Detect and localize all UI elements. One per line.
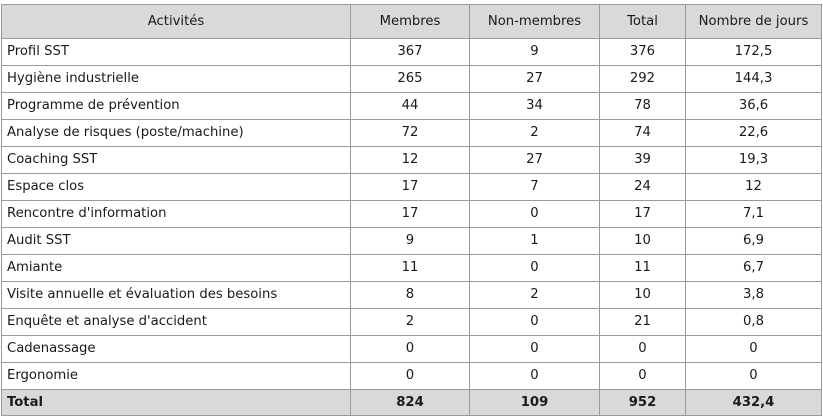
total-cell: 10 (600, 282, 686, 309)
activities-table (1, 4, 822, 416)
activity-cell: Audit SST (2, 228, 351, 255)
nombre-de-jours-cell: 172,5 (686, 39, 822, 66)
nombre-de-jours-cell: 0 (686, 336, 822, 363)
total-cell: 10 (600, 228, 686, 255)
activity-cell: Ergonomie (2, 363, 351, 390)
membres-cell: 17 (351, 174, 470, 201)
nombre-de-jours-cell: 12 (686, 174, 822, 201)
column-header-non-membres: Non-membres (470, 5, 600, 39)
table-row (2, 309, 822, 336)
nombre-de-jours-cell: 3,8 (686, 282, 822, 309)
total-cell: 21 (600, 309, 686, 336)
table-row (2, 363, 822, 390)
table-row (2, 228, 822, 255)
activity-cell: Cadenassage (2, 336, 351, 363)
nombre-de-jours-cell: 6,7 (686, 255, 822, 282)
activity-cell: Visite annuelle et évaluation des besoins (2, 282, 351, 309)
activity-cell: Programme de prévention (2, 93, 351, 120)
non-membres-cell: 7 (470, 174, 600, 201)
activity-cell: Espace clos (2, 174, 351, 201)
non-membres-cell: 0 (470, 201, 600, 228)
total-cell: 0 (600, 363, 686, 390)
total-row (2, 390, 822, 416)
nombre-de-jours-cell: 0 (686, 363, 822, 390)
membres-cell: 44 (351, 93, 470, 120)
membres-cell: 367 (351, 39, 470, 66)
membres-cell: 265 (351, 66, 470, 93)
activity-cell: Coaching SST (2, 147, 351, 174)
table-body (2, 39, 822, 390)
total-cell: 24 (600, 174, 686, 201)
total-cell: 17 (600, 201, 686, 228)
total-cell: 376 (600, 39, 686, 66)
table-row (2, 174, 822, 201)
total-cell: 78 (600, 93, 686, 120)
activity-cell: Enquête et analyse d'accident (2, 309, 351, 336)
membres-cell: 0 (351, 363, 470, 390)
total-cell: 11 (600, 255, 686, 282)
non-membres-cell: 0 (470, 255, 600, 282)
table-row (2, 66, 822, 93)
table-row (2, 39, 822, 66)
table-row (2, 336, 822, 363)
total-cell: 39 (600, 147, 686, 174)
nombre-de-jours-cell: 144,3 (686, 66, 822, 93)
total-membres: 824 (351, 390, 470, 416)
non-membres-cell: 9 (470, 39, 600, 66)
total-nombre-de-jours: 432,4 (686, 390, 822, 416)
column-header-activites: Activités (2, 5, 351, 39)
nombre-de-jours-cell: 0,8 (686, 309, 822, 336)
non-membres-cell: 27 (470, 147, 600, 174)
membres-cell: 11 (351, 255, 470, 282)
non-membres-cell: 0 (470, 363, 600, 390)
total-cell: 74 (600, 120, 686, 147)
non-membres-cell: 0 (470, 336, 600, 363)
membres-cell: 72 (351, 120, 470, 147)
non-membres-cell: 0 (470, 309, 600, 336)
nombre-de-jours-cell: 6,9 (686, 228, 822, 255)
nombre-de-jours-cell: 22,6 (686, 120, 822, 147)
total-total: 952 (600, 390, 686, 416)
membres-cell: 17 (351, 201, 470, 228)
activity-cell: Amiante (2, 255, 351, 282)
table-row (2, 120, 822, 147)
total-cell: 292 (600, 66, 686, 93)
column-header-membres: Membres (351, 5, 470, 39)
column-header-total: Total (600, 5, 686, 39)
non-membres-cell: 34 (470, 93, 600, 120)
non-membres-cell: 2 (470, 120, 600, 147)
table-row (2, 201, 822, 228)
table-row (2, 93, 822, 120)
table-row (2, 147, 822, 174)
nombre-de-jours-cell: 19,3 (686, 147, 822, 174)
activity-cell: Profil SST (2, 39, 351, 66)
header-row (2, 5, 822, 39)
non-membres-cell: 1 (470, 228, 600, 255)
membres-cell: 0 (351, 336, 470, 363)
total-cell: 0 (600, 336, 686, 363)
table-row (2, 282, 822, 309)
column-header-nombre-de-jours: Nombre de jours (686, 5, 822, 39)
membres-cell: 12 (351, 147, 470, 174)
non-membres-cell: 2 (470, 282, 600, 309)
membres-cell: 8 (351, 282, 470, 309)
membres-cell: 2 (351, 309, 470, 336)
activity-cell: Analyse de risques (poste/machine) (2, 120, 351, 147)
activity-cell: Rencontre d'information (2, 201, 351, 228)
nombre-de-jours-cell: 7,1 (686, 201, 822, 228)
total-non-membres: 109 (470, 390, 600, 416)
non-membres-cell: 27 (470, 66, 600, 93)
activity-cell: Hygiène industrielle (2, 66, 351, 93)
table-row (2, 255, 822, 282)
nombre-de-jours-cell: 36,6 (686, 93, 822, 120)
membres-cell: 9 (351, 228, 470, 255)
total-label: Total (2, 390, 351, 416)
